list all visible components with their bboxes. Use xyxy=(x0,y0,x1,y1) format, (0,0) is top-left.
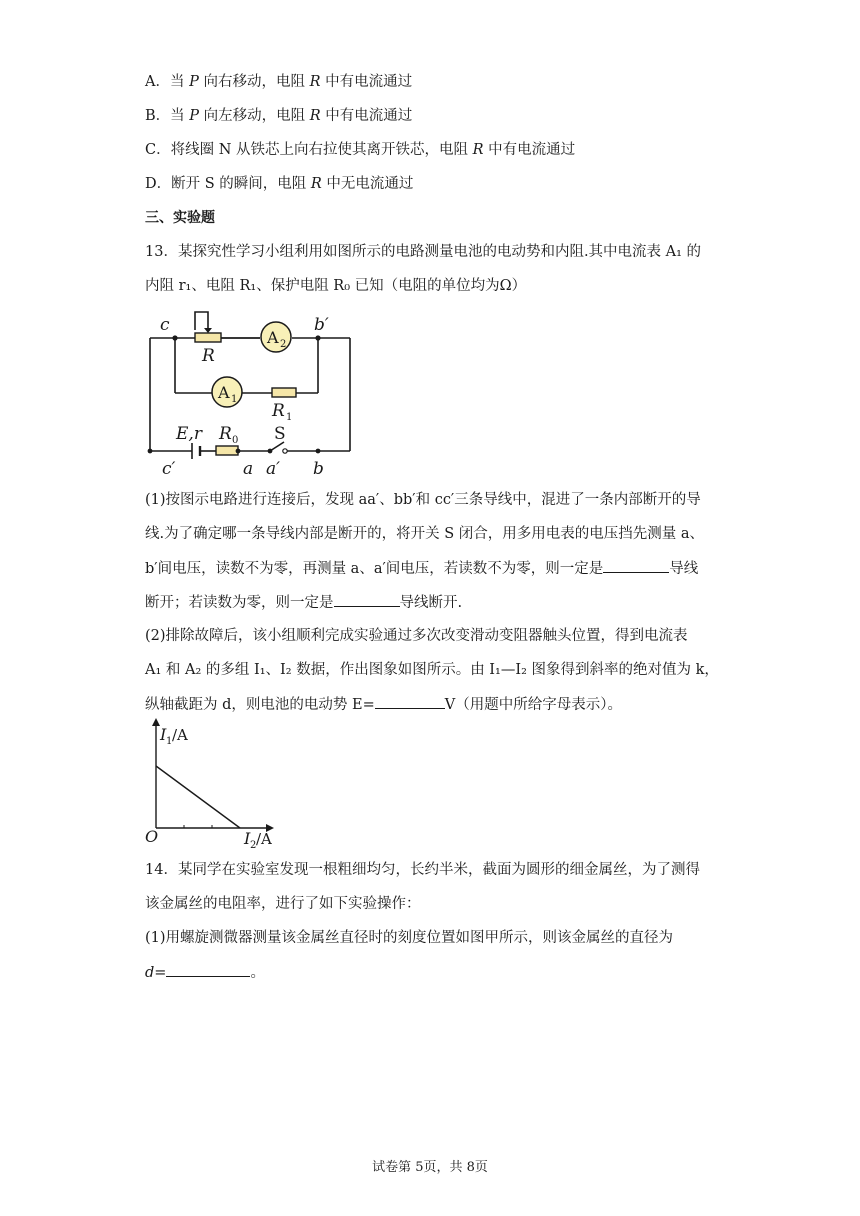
q13-p2-line2: A₁ 和 A₂ 的多组 I₁、I₂ 数据，作出图象如图所示。由 I₁—I₂ 图象得到斜率的绝对值为 k， xyxy=(145,662,719,678)
q13-p1-line1: (1)按图示电路进行连接后，发现 aa′、bb′和 cc′三条导线中，混进了一条内部断开的导 xyxy=(145,492,701,508)
svg-text:A: A xyxy=(267,328,279,347)
option-b: B．当 P 向左移动，电阻 R 中有电流通过 xyxy=(145,108,413,124)
svg-text:I: I xyxy=(160,725,167,744)
q13-p2-line1: (2)排除故障后，该小组顺利完成实验通过多次改变滑动变阻器触头位置，得到电流表 xyxy=(145,628,688,644)
answer-blank-3[interactable] xyxy=(375,694,445,709)
svg-text:S: S xyxy=(274,424,286,444)
svg-text:I: I xyxy=(244,829,251,848)
resistor-r0 xyxy=(216,446,238,455)
option-d: D．断开 S 的瞬间，电阻 R 中无电流通过 xyxy=(145,176,414,192)
q14-line1: 14．某同学在实验室发现一根粗细均匀，长约半米，截面为圆形的细金属丝，为了测得 xyxy=(145,862,700,878)
rheostat-r xyxy=(195,333,221,342)
svg-text:a′: a′ xyxy=(266,459,280,479)
svg-text:b′: b′ xyxy=(314,315,329,335)
svg-text:R: R xyxy=(219,424,232,444)
i1-i2-graph xyxy=(140,716,290,850)
answer-blank-4[interactable] xyxy=(166,962,250,977)
option-a: A．当 P 向右移动，电阻 R 中有电流通过 xyxy=(145,74,413,90)
svg-text:R: R xyxy=(272,401,285,421)
svg-text:/A: /A xyxy=(256,830,272,848)
answer-blank-1[interactable] xyxy=(603,558,669,573)
svg-text:2: 2 xyxy=(250,840,257,850)
q13-p2-line3: 纵轴截距为 d，则电池的电动势 E= V（用题中所给字母表示）。 xyxy=(145,694,622,715)
svg-text:1: 1 xyxy=(286,412,293,423)
section-title: 三、实验题 xyxy=(145,210,215,226)
svg-text:0: 0 xyxy=(232,435,239,446)
svg-text:1: 1 xyxy=(231,394,238,405)
q14-line2: 该金属丝的电阻率，进行了如下实验操作： xyxy=(145,896,421,912)
resistor-r1 xyxy=(272,388,296,397)
svg-text:a: a xyxy=(243,459,254,479)
page-footer: 试卷第 5页，共 8页 xyxy=(372,1160,488,1175)
svg-text:b: b xyxy=(313,459,324,479)
svg-text:c: c xyxy=(160,315,170,335)
q14-p1-line1: (1)用螺旋测微器测量该金属丝直径时的刻度位置如图甲所示，则该金属丝的直径为 xyxy=(145,930,674,946)
svg-text:A: A xyxy=(218,383,230,402)
answer-blank-2[interactable] xyxy=(334,592,400,607)
svg-text:O: O xyxy=(145,827,159,846)
q13-p1-line2: 线.为了确定哪一条导线内部是断开的，将开关 S 闭合，用多用电表的电压挡先测量 a、 xyxy=(145,526,705,542)
circuit-diagram xyxy=(140,308,365,480)
svg-text:2: 2 xyxy=(280,339,287,350)
svg-text:/A: /A xyxy=(172,726,188,744)
option-c: C．将线圈 N 从铁芯上向右拉使其离开铁芯，电阻 R 中有电流通过 xyxy=(145,142,576,158)
q13-p1-line4: 断开；若读数为零，则一定是 导线断开. xyxy=(145,592,462,613)
svg-text:R: R xyxy=(202,346,215,366)
svg-text:1: 1 xyxy=(166,736,173,747)
svg-text:E,r: E,r xyxy=(176,424,202,444)
q13-line2: 内阻 r₁、电阻 R₁、保护电阻 R₀ 已知（电阻的单位均为Ω） xyxy=(145,278,527,294)
q13-p1-line3: b′间电压，读数不为零，再测量 a、a′间电压，若读数不为零，则一定是 导线 xyxy=(145,558,698,579)
svg-text:c′: c′ xyxy=(162,459,176,479)
q13-line1: 13．某探究性学习小组利用如图所示的电路测量电池的电动势和内阻.其中电流表 A₁ 的 xyxy=(145,244,702,260)
q14-p1-line2: d= 。 xyxy=(145,962,265,983)
